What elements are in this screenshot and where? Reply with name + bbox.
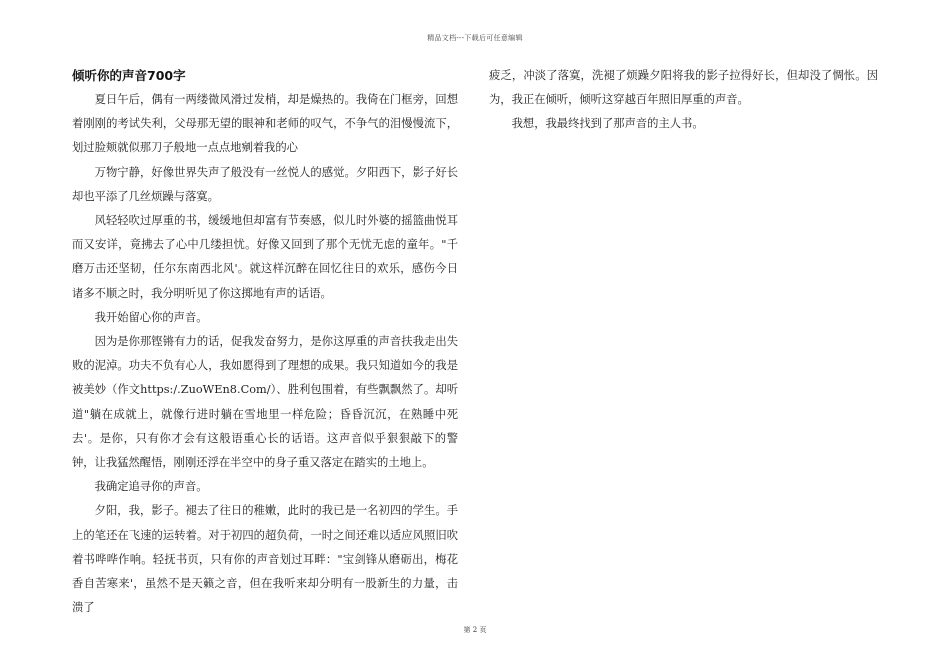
page-header: 精品文档---下载后可任意编辑 (427, 34, 523, 42)
paragraph: 风轻轻吹过厚重的书，缓缓地但却富有节奏感，似儿时外婆的摇篮曲悦耳而又安详，竟拂去了心中几缕担忧。好像又回到了那个无忧无虑的童年。"千磨万击还坚韧，任尔东南西北风'。就这样沉醉在回忆往日的欢乐，感伤今日诸多不顺之时，我分明听见了你这掷地有声的话语。 (72, 214, 458, 300)
paragraph: 我确定追寻你的声音。 (94, 480, 208, 494)
paragraph: 我想，我最终找到了那声音的主人书。 (511, 117, 704, 131)
document-title: 倾听你的声音700字 (72, 68, 186, 83)
right-column (489, 64, 878, 137)
paragraph: 我开始留心你的声音。 (94, 310, 208, 324)
paragraph: 夕阳，我，影子。褪去了往日的稚嫩，此时的我已是一名初四的学生。手上的笔还在飞速的运转着。对于初四的超负荷，一时之间还难以适应风照旧吹着书哗哗作响。轻抚书页，只有你的声音划过耳畔："宝剑锋从磨砺出，梅花香自苦寒来'，虽然不是天籁之音，但在我听来却分明有一股新生的力量，击溃了 (72, 504, 458, 615)
paragraph-continuation: 疲乏，冲淡了落寞，洗褪了烦躁夕阳将我的影子拉得好长，但却没了惆怅。因为，我正在倾听，倾听这穿越百年照旧厚重的声音。 (489, 69, 878, 107)
left-column (72, 64, 458, 620)
paragraph: 夏日午后，偶有一两缕微风滑过发梢，却是燥热的。我倚在门框旁，回想着刚刚的考试失利，父母那无望的眼神和老师的叹气，不争气的泪慢慢流下，划过脸颊就似那刀子般地一点点地剜着我的心 (72, 93, 458, 155)
page-number: 第 2 页 (463, 626, 487, 634)
paragraph: 因为是你那铿锵有力的话，促我发奋努力，是你这厚重的声音扶我走出失败的泥淖。功夫不负有心人，我如愿得到了理想的成果。我只知道如今的我是被美妙（作文https:/.ZuoWEn8.Com/）、胜利包围着，有些飘飘然了。却听道"躺在成就上，就像行进时躺在雪地里一样危险；昏昏沉沉，在熟睡中死去'。是你，只有你才会有这般语重心长的话语。这声音似乎狠狠敲下的警钟，让我猛然醒悟，刚刚还浮在半空中的身子重又落定在踏实的土地上。 (72, 335, 458, 470)
paragraph: 万物宁静，好像世界失声了般没有一丝悦人的感觉。夕阳西下，影子好长却也平添了几丝烦躁与落寞。 (72, 165, 458, 203)
